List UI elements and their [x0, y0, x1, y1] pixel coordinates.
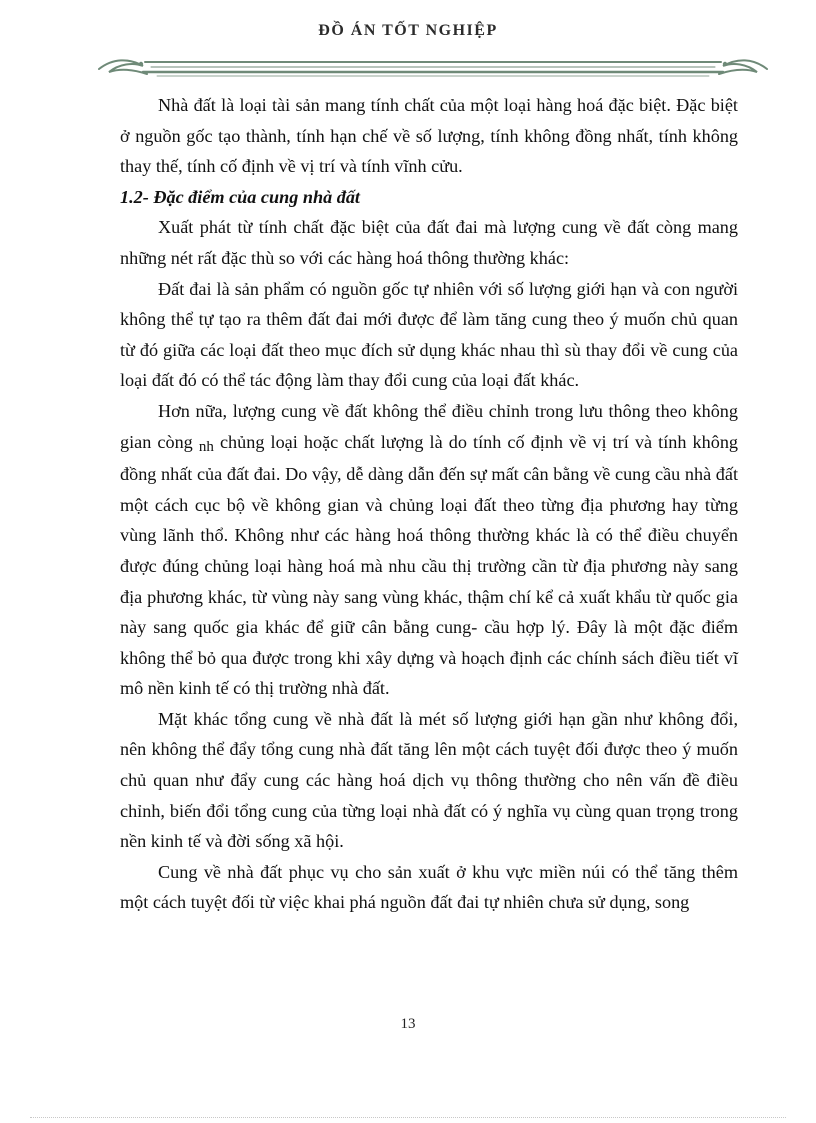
paragraph-4-fragment: nh — [198, 438, 214, 455]
section-heading: 1.2- Đặc điểm của cung nhà đất — [120, 186, 360, 207]
paragraph-2: Xuất phát từ tính chất đặc biệt của đất đai mà lượng cung về đất còng mang những nét rất đặc thù so với các hàng hoá thông thường khác: — [120, 217, 738, 268]
paragraph-5: Mặt khác tổng cung về nhà đất là mét số lượng giới hạn gần như không đổi, nên không thể đẩy tổng cung nhà đất tăng lên một cách tuyệt đối được theo ý muốn chủ quan như đẩy cung các hàng hoá dịch vụ thông thường cho nên vấn đề điều chỉnh, biến đổi tổng cung của từng loại nhà đất có ý nghĩa vụ cùng quan trọng trong nền kinh tế và đời sống xã hội. — [120, 708, 738, 852]
header-ornament — [95, 52, 771, 82]
page-header-title: ĐỒ ÁN TỐT NGHIỆP — [318, 22, 498, 39]
paragraph-4 — [120, 396, 738, 704]
document-body — [120, 90, 738, 918]
page-number: 13 — [400, 1016, 416, 1032]
paragraph-6: Cung về nhà đất phục vụ cho sản xuất ở khu vực miền núi có thể tăng thêm một cách tuyệt đối từ việc khai phá nguồn đất đai tự nhiên chưa sử dụng, song — [120, 861, 738, 913]
ornament-left-dot — [139, 62, 143, 66]
paragraph-4-part-2: chủng loại hoặc chất lượng là do tính cố định về vị trí và tính không đồng nhất của đất đai. Do vậy, dễ dàng dẫn đến sự mất cân bằng về cung cầu nhà đất một cách cục bộ về không gian và chủng loại đất theo từng địa phương hay từng vùng lãnh thổ. Không như các hàng hoá thông thường khác là có thể điều chuyển được đúng chủng loại hàng hoá mà nhu cầu thị trường cần từ địa phương này sang địa phương khác, từ vùng này sang vùng khác, thậm chí kể cả xuất khẩu từ quốc gia này sang quốc gia khác để giữ cân bằng cung- cầu hợp lý. Đây là một đặc điểm không thể bỏ qua được trong khi xây dựng và hoạch định các chính sách điều tiết vĩ mô nền kinh tế có thị trường nhà đất. — [120, 431, 739, 699]
ornament-right-dot — [723, 62, 727, 66]
paragraph-3: Đất đai là sản phẩm có nguồn gốc tự nhiên với số lượng giới hạn và con người không thể tự tạo ra thêm đất đai mới được để làm tăng cung theo ý muốn chủ quan từ đó giữa các loại đất theo mục đích sử dụng khác nhau thì sù thay đổi về cung của loại đất đó có thể tác động làm thay đổi cung của loại đất khác. — [120, 278, 738, 391]
page-bottom-edge — [30, 1117, 786, 1118]
paragraph-4-part-1: Hơn nữa, lượng cung về đất không thể điều chỉnh trong lưu thông theo không gian còng — [120, 400, 738, 452]
paragraph-1: Nhà đất là loại tài sản mang tính chất của một loại hàng hoá đặc biệt. Đặc biệt ở nguồn gốc tạo thành, tính hạn chế về số lượng, tính không đồng nhất, tính không thay thế, tính cố định về vị trí và tính vĩnh cửu. — [120, 95, 738, 177]
